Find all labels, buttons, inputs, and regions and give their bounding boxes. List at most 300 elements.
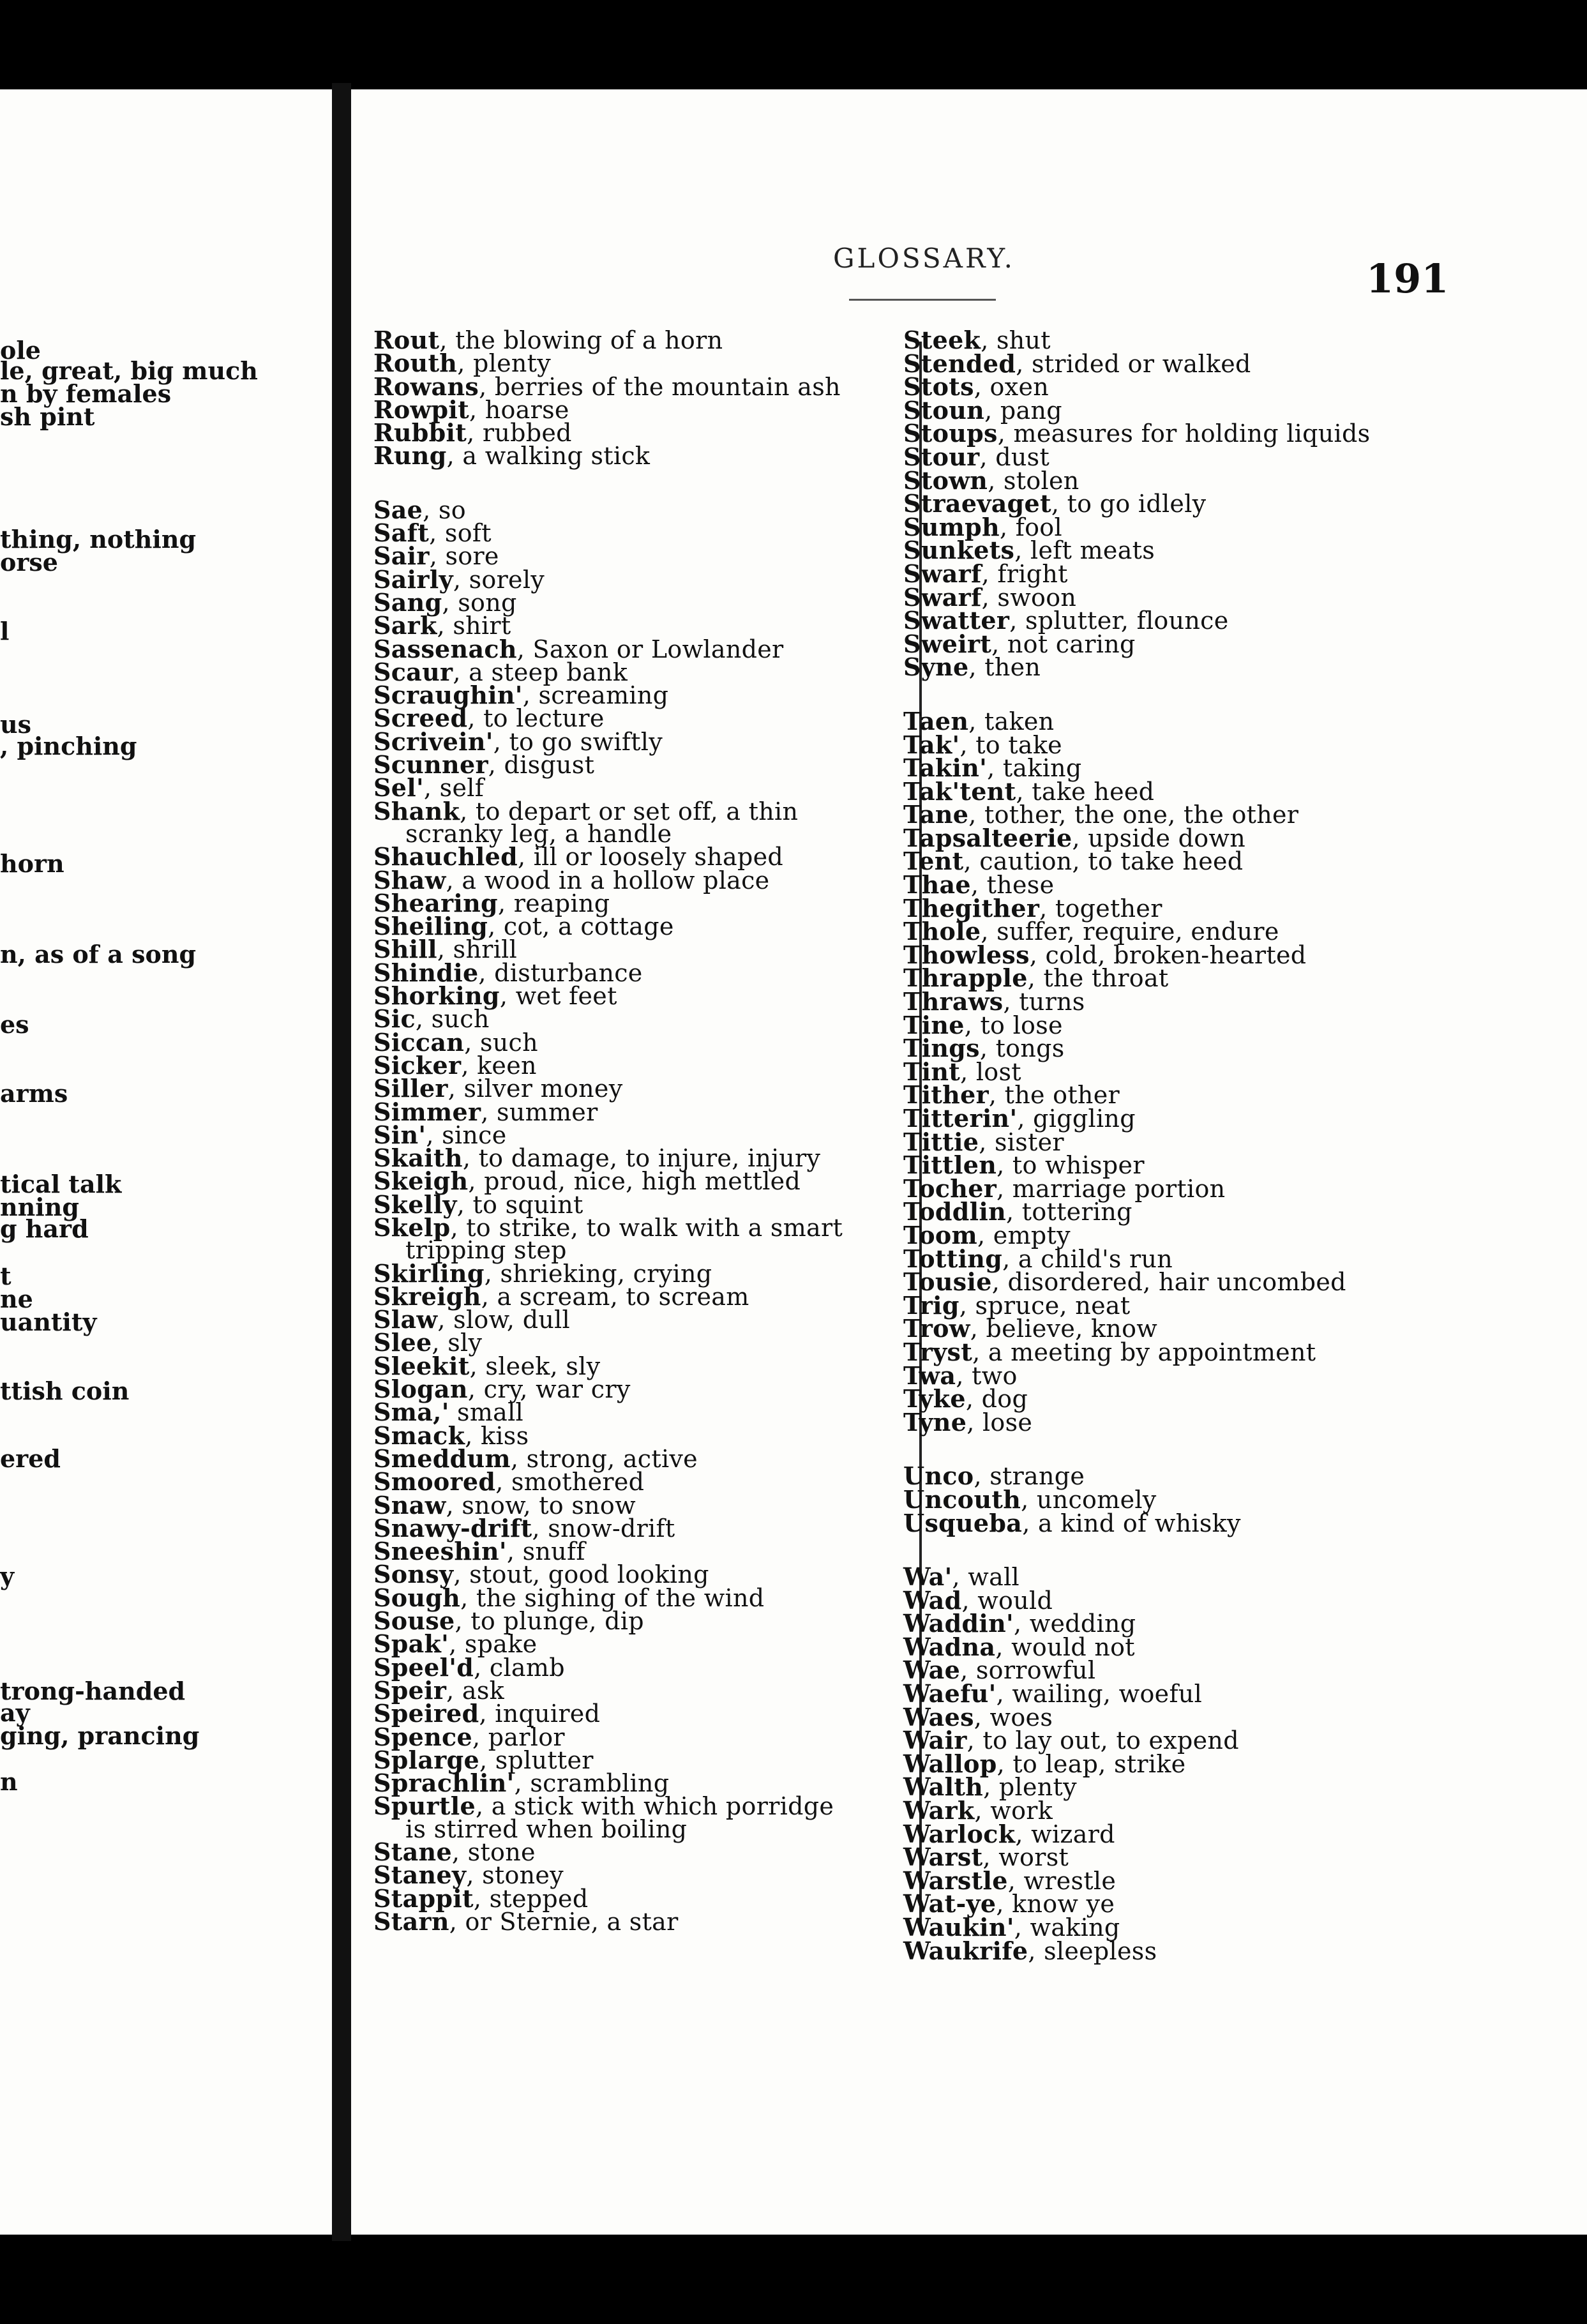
- entry-headword: Speired: [373, 1699, 479, 1728]
- entry-definition: , hoarse: [469, 395, 569, 424]
- entry-headword: Titterin': [903, 1104, 1018, 1133]
- entry-headword: Swatter: [903, 606, 1010, 635]
- entry-headword: Takin': [903, 753, 988, 783]
- entry-definition: , waking: [1014, 1913, 1120, 1942]
- entry-headword: Tings: [903, 1034, 980, 1063]
- entry-definition: , a stick with which porridge: [475, 1792, 834, 1821]
- entry-headword: Skeigh: [373, 1166, 469, 1196]
- entry-headword: Tane: [903, 800, 969, 829]
- entry-headword: Shindie: [373, 958, 479, 987]
- entry-definition: , tother, the one, the other: [968, 801, 1299, 829]
- entry-definition: , sleek, sly: [469, 1352, 601, 1380]
- entry-headword: Scaur: [373, 657, 453, 686]
- entry-headword: Routh: [373, 349, 458, 378]
- entry-headword: Wae: [903, 1656, 961, 1685]
- glossary-entry: [903, 1772, 1401, 1802]
- entry-definition: , to squint: [456, 1190, 583, 1219]
- entry-definition: , proud, nice, high mettled: [468, 1167, 801, 1196]
- entry-headword: Wallop: [903, 1749, 997, 1778]
- entry-definition: , tottering: [1006, 1198, 1132, 1226]
- entry-definition: , cot, a cottage: [488, 912, 674, 941]
- glossary-entry: [373, 1375, 910, 1404]
- left-page-fragment: nning: [0, 1193, 79, 1221]
- glossary-entry: [903, 847, 1401, 876]
- entry-headword: Stown: [903, 465, 988, 495]
- glossary-entry: [373, 750, 910, 780]
- entry-definition: , wall: [952, 1563, 1019, 1592]
- glossary-letter-section: [903, 326, 1401, 682]
- entry-definition: , work: [974, 1797, 1053, 1825]
- entry-definition: , cry, war cry: [467, 1375, 631, 1404]
- entry-headword: Tyke: [903, 1384, 966, 1414]
- entry-definition: , pang: [984, 396, 1062, 425]
- entry-headword: Sonsy: [373, 1560, 454, 1589]
- left-page-fragment: n: [0, 1767, 18, 1796]
- entry-definition: , to lay out, to expend: [966, 1726, 1239, 1755]
- entry-definition: , a meeting by appointment: [972, 1338, 1316, 1366]
- entry-headword: Tither: [903, 1080, 989, 1110]
- entry-headword: Tent: [903, 847, 964, 876]
- entry-definition: , splutter: [479, 1746, 594, 1774]
- entry-headword: Tak'tent: [903, 776, 1016, 806]
- entry-definition: scranky leg, a handle: [405, 819, 672, 848]
- entry-definition: , inquired: [479, 1700, 601, 1728]
- entry-definition: is stirred when boiling: [405, 1815, 688, 1843]
- glossary-entry: [903, 1034, 1401, 1063]
- entry-headword: Slogan: [373, 1375, 468, 1404]
- left-page-fragment: es: [0, 1010, 29, 1039]
- entry-headword: Thowless: [903, 940, 1030, 969]
- entry-headword: Waddin': [903, 1609, 1014, 1638]
- entry-definition: , dog: [965, 1385, 1028, 1414]
- left-page-fragment: trong-handed: [0, 1677, 186, 1705]
- entry-headword: Skaith: [373, 1143, 463, 1173]
- letter-section-gap: [903, 1535, 1401, 1566]
- entry-definition: , such: [415, 1005, 490, 1034]
- entry-headword: Scraughin': [373, 681, 523, 710]
- entry-definition: , shrill: [437, 935, 518, 964]
- entry-definition: , spake: [449, 1630, 538, 1659]
- entry-headword: Sang: [373, 587, 442, 617]
- entry-headword: Walth: [903, 1772, 984, 1802]
- letter-section-gap: [903, 679, 1401, 710]
- entry-definition: , snuff: [506, 1537, 585, 1566]
- glossary-column-left: [373, 326, 910, 1936]
- glossary-entry: [903, 1361, 1401, 1390]
- entry-definition: , to lecture: [467, 704, 605, 733]
- glossary-entry: [903, 776, 1401, 806]
- entry-definition: , the blowing of a horn: [439, 326, 723, 354]
- entry-headword: Sunkets: [903, 536, 1015, 565]
- entry-definition: , shut: [981, 326, 1051, 354]
- entry-definition: , screaming: [522, 681, 669, 710]
- entry-definition: , a kind of whisky: [1022, 1509, 1241, 1537]
- entry-definition: , wet feet: [499, 982, 617, 1011]
- entry-headword: Stour: [903, 442, 980, 471]
- entry-headword: Thraws: [903, 987, 1004, 1016]
- left-page-fragment: orse: [0, 548, 58, 577]
- entry-headword: Toom: [903, 1220, 978, 1249]
- entry-definition: , since: [426, 1120, 507, 1149]
- left-page-fragment: ole: [0, 336, 41, 365]
- entry-headword: Shaw: [373, 865, 446, 894]
- entry-headword: Snaw: [373, 1490, 446, 1520]
- entry-headword: Tapsalteerie: [903, 823, 1072, 852]
- entry-headword: Tyne: [903, 1407, 967, 1437]
- entry-definition: , the throat: [1027, 964, 1169, 993]
- entry-definition: , parlor: [472, 1723, 565, 1751]
- entry-definition: , to leap, strike: [997, 1749, 1186, 1778]
- entry-definition: , take heed: [1016, 777, 1155, 806]
- entry-definition: , ill or loosely shaped: [517, 843, 784, 871]
- glossary-letter-section: [903, 1562, 1401, 1965]
- entry-definition: , a steep bank: [453, 658, 628, 686]
- left-page-fragment: uantity: [0, 1308, 97, 1336]
- glossary-entry: [373, 1097, 910, 1126]
- entry-definition: , plenty: [983, 1773, 1077, 1802]
- entry-definition: , turns: [1003, 988, 1085, 1016]
- entry-headword: Sma,': [373, 1398, 449, 1427]
- entry-headword: Siller: [373, 1074, 448, 1103]
- entry-definition: , a child's run: [1002, 1244, 1173, 1273]
- entry-definition: , self: [423, 774, 485, 803]
- entry-headword: Souse: [373, 1606, 455, 1636]
- entry-headword: Skreigh: [373, 1281, 481, 1311]
- entry-headword: Sairly: [373, 564, 453, 594]
- entry-definition: , swoon: [981, 583, 1077, 612]
- entry-definition: , together: [1039, 894, 1162, 923]
- entry-definition: , a wood in a hollow place: [446, 866, 770, 894]
- entry-definition: , wailing, woeful: [996, 1680, 1203, 1709]
- glossary-entry: [903, 706, 1401, 736]
- glossary-entry: [903, 1314, 1401, 1343]
- entry-headword: Sheiling: [373, 912, 488, 941]
- entry-definition: , sorrowful: [960, 1656, 1096, 1685]
- entry-definition: , stolen: [988, 466, 1079, 495]
- entry-definition: , woes: [974, 1703, 1053, 1732]
- entry-headword: Wa': [903, 1562, 952, 1592]
- left-page-fragment: l: [0, 617, 10, 645]
- entry-definition: , oxen: [974, 373, 1049, 402]
- entry-definition: , smothered: [495, 1468, 645, 1497]
- entry-headword: Skirling: [373, 1258, 485, 1288]
- entry-headword: Sweirt: [903, 629, 992, 658]
- glossary-entry: [373, 1606, 910, 1636]
- entry-definition: , spruce, neat: [959, 1291, 1131, 1320]
- entry-definition: , to damage, to injure, injury: [462, 1144, 821, 1173]
- entry-headword: Saft: [373, 518, 430, 548]
- entry-headword: Syne: [903, 653, 969, 682]
- entry-definition: , stepped: [473, 1884, 589, 1913]
- left-page-fragment: , pinching: [0, 732, 137, 760]
- entry-headword: Tak': [903, 730, 960, 759]
- entry-definition: , reaping: [497, 889, 610, 917]
- glossary-entry: [373, 1883, 910, 1913]
- entry-headword: Scunner: [373, 750, 488, 780]
- left-page-fragment: le, great, big much: [0, 356, 258, 385]
- glossary-entry: [903, 1679, 1401, 1709]
- entry-definition: , strange: [974, 1462, 1085, 1491]
- entry-definition: , believe, know: [970, 1315, 1158, 1343]
- entry-headword: Toddlin: [903, 1197, 1007, 1226]
- header-rule: [849, 299, 996, 301]
- entry-headword: Wadna: [903, 1632, 996, 1661]
- entry-definition: , upside down: [1072, 824, 1246, 852]
- entry-headword: Stoups: [903, 419, 998, 448]
- entry-headword: Sic: [373, 1004, 416, 1034]
- entry-headword: Warlock: [903, 1819, 1016, 1848]
- letter-section-gap: [373, 468, 910, 499]
- entry-headword: Sark: [373, 611, 437, 640]
- entry-definition: , such: [464, 1028, 538, 1057]
- entry-definition: , sorely: [453, 565, 545, 594]
- left-page-fragment: tical talk: [0, 1170, 122, 1198]
- glossary-entry: [373, 1652, 910, 1682]
- left-page-fragment: n by females: [0, 379, 172, 408]
- entry-headword: Screed: [373, 704, 468, 733]
- entry-definition: , fright: [981, 559, 1068, 588]
- glossary-entry: [373, 1189, 910, 1219]
- left-page-fragment: us: [0, 710, 32, 739]
- entry-headword: Sae: [373, 495, 423, 524]
- entry-headword: Shearing: [373, 888, 498, 917]
- entry-definition: small: [449, 1398, 524, 1427]
- entry-headword: Shauchled: [373, 842, 518, 871]
- entry-definition: , a walking stick: [446, 442, 651, 471]
- entry-definition: , song: [442, 588, 517, 617]
- entry-definition: , sore: [429, 542, 499, 571]
- entry-definition: , keen: [461, 1051, 537, 1080]
- entry-headword: Tittlen: [903, 1151, 997, 1180]
- entry-headword: Wair: [903, 1726, 967, 1755]
- entry-headword: Tint: [903, 1057, 961, 1086]
- entry-definition: , left meats: [1014, 536, 1155, 565]
- entry-definition: , sly: [432, 1329, 483, 1357]
- entry-headword: Wat-ye: [903, 1889, 997, 1919]
- entry-definition: , a scream, to scream: [481, 1282, 749, 1311]
- entry-headword: Scrivein': [373, 727, 493, 756]
- entry-headword: Snawy-drift: [373, 1513, 532, 1543]
- entry-definition: , snow-drift: [532, 1514, 675, 1543]
- entry-definition: , to strike, to walk with a smart: [450, 1213, 843, 1242]
- left-page-fragment: thing, nothing: [0, 525, 197, 554]
- entry-definition: , know ye: [996, 1890, 1115, 1919]
- entry-definition: , silver money: [448, 1075, 623, 1103]
- entry-definition: , sleepless: [1028, 1936, 1157, 1965]
- entry-headword: Steek: [903, 326, 981, 354]
- entry-headword: Waukin': [903, 1913, 1014, 1942]
- glossary-entry: [903, 1562, 1401, 1592]
- entry-definition: , taken: [968, 707, 1055, 736]
- glossary-entry: [903, 1267, 1401, 1297]
- glossary-entry: [373, 634, 910, 663]
- entry-headword: Wad: [903, 1585, 962, 1615]
- glossary-entry: [373, 981, 910, 1011]
- entry-definition: , not caring: [991, 630, 1136, 658]
- entry-definition: , wedding: [1013, 1610, 1136, 1638]
- entry-headword: Totting: [903, 1244, 1003, 1273]
- glossary-entry: [373, 541, 910, 571]
- entry-headword: Trig: [903, 1290, 959, 1320]
- entry-definition: , lost: [960, 1057, 1021, 1086]
- letter-section-gap: [903, 1434, 1401, 1465]
- entry-headword: Sicker: [373, 1050, 462, 1080]
- glossary-entry: [373, 1537, 910, 1566]
- glossary-entry: [373, 564, 910, 594]
- entry-headword: Taen: [903, 706, 969, 736]
- entry-headword: Sumph: [903, 512, 1000, 541]
- entry-definition: , so: [423, 495, 466, 524]
- entry-headword: Shank: [373, 796, 460, 826]
- entry-definition: , to depart or set off, a thin: [460, 797, 799, 826]
- entry-definition: , stoney: [466, 1861, 564, 1890]
- entry-definition: , wizard: [1015, 1820, 1115, 1848]
- entry-definition: , the other: [988, 1081, 1120, 1110]
- entry-headword: Speir: [373, 1675, 447, 1705]
- entry-headword: Skelp: [373, 1212, 451, 1242]
- entry-headword: Waes: [903, 1702, 974, 1732]
- glossary-entry: [903, 1632, 1401, 1661]
- entry-definition: , to whisper: [997, 1151, 1145, 1180]
- entry-headword: Wark: [903, 1796, 975, 1825]
- glossary-entry: [373, 587, 910, 617]
- entry-definition: , empty: [977, 1221, 1071, 1249]
- entry-headword: Stappit: [373, 1883, 474, 1913]
- glossary-entry: [373, 1467, 910, 1497]
- entry-headword: Siccan: [373, 1027, 465, 1057]
- entry-definition: , cold, broken-hearted: [1029, 940, 1307, 969]
- glossary-entry: [373, 495, 910, 524]
- page-title: GLOSSARY.: [833, 243, 1016, 274]
- entry-headword: Straevaget: [903, 489, 1051, 518]
- glossary-entry: [903, 1936, 1401, 1965]
- entry-headword: Spak': [373, 1629, 449, 1659]
- left-page-fragment: n, as of a song: [0, 940, 197, 969]
- entry-definition: , caution, to take heed: [963, 847, 1244, 876]
- page-number: 191: [1366, 255, 1449, 302]
- entry-definition: , rubbed: [467, 419, 572, 448]
- entry-definition: , to lose: [964, 1011, 1063, 1039]
- glossary-entry: [903, 653, 1401, 682]
- entry-headword: Skelly: [373, 1189, 457, 1219]
- left-page-fragment: ging, prancing: [0, 1721, 200, 1750]
- entry-headword: Thegither: [903, 893, 1040, 923]
- entry-definition: , marriage portion: [997, 1174, 1226, 1203]
- entry-definition: , disordered, hair uncombed: [991, 1268, 1346, 1297]
- entry-definition: , sister: [979, 1128, 1064, 1156]
- entry-definition: , to plunge, dip: [455, 1607, 644, 1636]
- entry-headword: Slaw: [373, 1305, 438, 1334]
- left-page-fragment: ttish coin: [0, 1377, 130, 1405]
- entry-definition: , two: [956, 1361, 1018, 1390]
- entry-definition: , the sighing of the wind: [460, 1583, 765, 1612]
- glossary-entry: [373, 1906, 910, 1936]
- entry-definition: , giggling: [1017, 1105, 1136, 1133]
- entry-headword: Twa: [903, 1361, 956, 1390]
- glossary-entry: [903, 823, 1401, 852]
- entry-definition: , strided or walked: [1016, 349, 1251, 378]
- entry-headword: Usqueba: [903, 1508, 1023, 1537]
- left-page-fragment: y: [0, 1562, 15, 1590]
- entry-headword: Shorking: [373, 981, 500, 1011]
- glossary-entry: [373, 1050, 910, 1080]
- entry-definition: , slow, dull: [437, 1306, 570, 1334]
- entry-definition: , disturbance: [478, 958, 643, 987]
- glossary-entry: [373, 1815, 910, 1843]
- entry-headword: Stots: [903, 372, 974, 402]
- entry-headword: Uncouth: [903, 1484, 1021, 1514]
- entry-definition: , or Sternie, a star: [449, 1907, 679, 1936]
- glossary-entry: [373, 1281, 910, 1311]
- glossary-entry: [903, 1337, 1401, 1366]
- entry-definition: , dust: [979, 442, 1050, 471]
- entry-definition: tripping step: [405, 1236, 567, 1265]
- left-page-fragment: sh pint: [0, 402, 95, 431]
- entry-definition: , ask: [446, 1676, 504, 1705]
- glossary-entry: [373, 912, 910, 941]
- entry-headword: Sneeshin': [373, 1537, 507, 1566]
- entry-headword: Swarf: [903, 559, 982, 588]
- entry-definition: , berries of the mountain ash: [479, 372, 841, 401]
- left-page-fragment: ered: [0, 1444, 61, 1473]
- entry-headword: Rout: [373, 326, 440, 354]
- glossary-letter-section: [903, 706, 1401, 1437]
- entry-headword: Thole: [903, 917, 981, 946]
- entry-definition: , uncomely: [1021, 1485, 1157, 1514]
- glossary-letter-section: [373, 495, 910, 1936]
- entry-definition: , Saxon or Lowlander: [516, 635, 784, 663]
- entry-definition: , to go swiftly: [493, 727, 663, 756]
- entry-headword: Tousie: [903, 1267, 992, 1297]
- entry-headword: Smeddum: [373, 1444, 511, 1473]
- entry-definition: , snow, to snow: [446, 1491, 636, 1520]
- glossary-column-right: [903, 326, 1401, 1965]
- entry-headword: Sleekit: [373, 1351, 470, 1380]
- entry-definition: , these: [970, 871, 1055, 900]
- entry-headword: Thrapple: [903, 963, 1028, 993]
- entry-definition: , to take: [959, 730, 1062, 759]
- entry-headword: Sough: [373, 1583, 461, 1612]
- entry-definition: , stone: [451, 1838, 536, 1866]
- entry-headword: Spence: [373, 1722, 472, 1751]
- entry-headword: Sel': [373, 773, 424, 803]
- glossary-entry: [373, 518, 910, 548]
- entry-definition: , disgust: [488, 751, 595, 780]
- entry-headword: Spurtle: [373, 1792, 476, 1821]
- entry-headword: Simmer: [373, 1097, 481, 1126]
- glossary-entry: [903, 629, 1401, 658]
- entry-definition: , kiss: [465, 1421, 529, 1450]
- entry-definition: , measures for holding liquids: [997, 419, 1371, 448]
- left-page-fragment: g hard: [0, 1214, 89, 1243]
- entry-headword: Sair: [373, 541, 430, 571]
- entry-definition: , summer: [481, 1098, 598, 1126]
- entry-headword: Speel'd: [373, 1652, 474, 1682]
- entry-headword: Tryst: [903, 1337, 973, 1366]
- left-page-fragment: horn: [0, 849, 64, 878]
- book-gutter: [332, 83, 351, 2241]
- glossary-letter-section: [903, 1461, 1401, 1537]
- entry-headword: Trow: [903, 1314, 970, 1343]
- entry-headword: Tine: [903, 1010, 965, 1039]
- entry-headword: Tittie: [903, 1127, 979, 1156]
- entry-headword: Swarf: [903, 582, 982, 612]
- left-page-fragment: arms: [0, 1079, 68, 1108]
- glossary-entry: [903, 349, 1401, 378]
- entry-headword: Smoored: [373, 1467, 496, 1497]
- entry-headword: Sassenach: [373, 634, 517, 663]
- glossary-entry: [903, 1407, 1401, 1437]
